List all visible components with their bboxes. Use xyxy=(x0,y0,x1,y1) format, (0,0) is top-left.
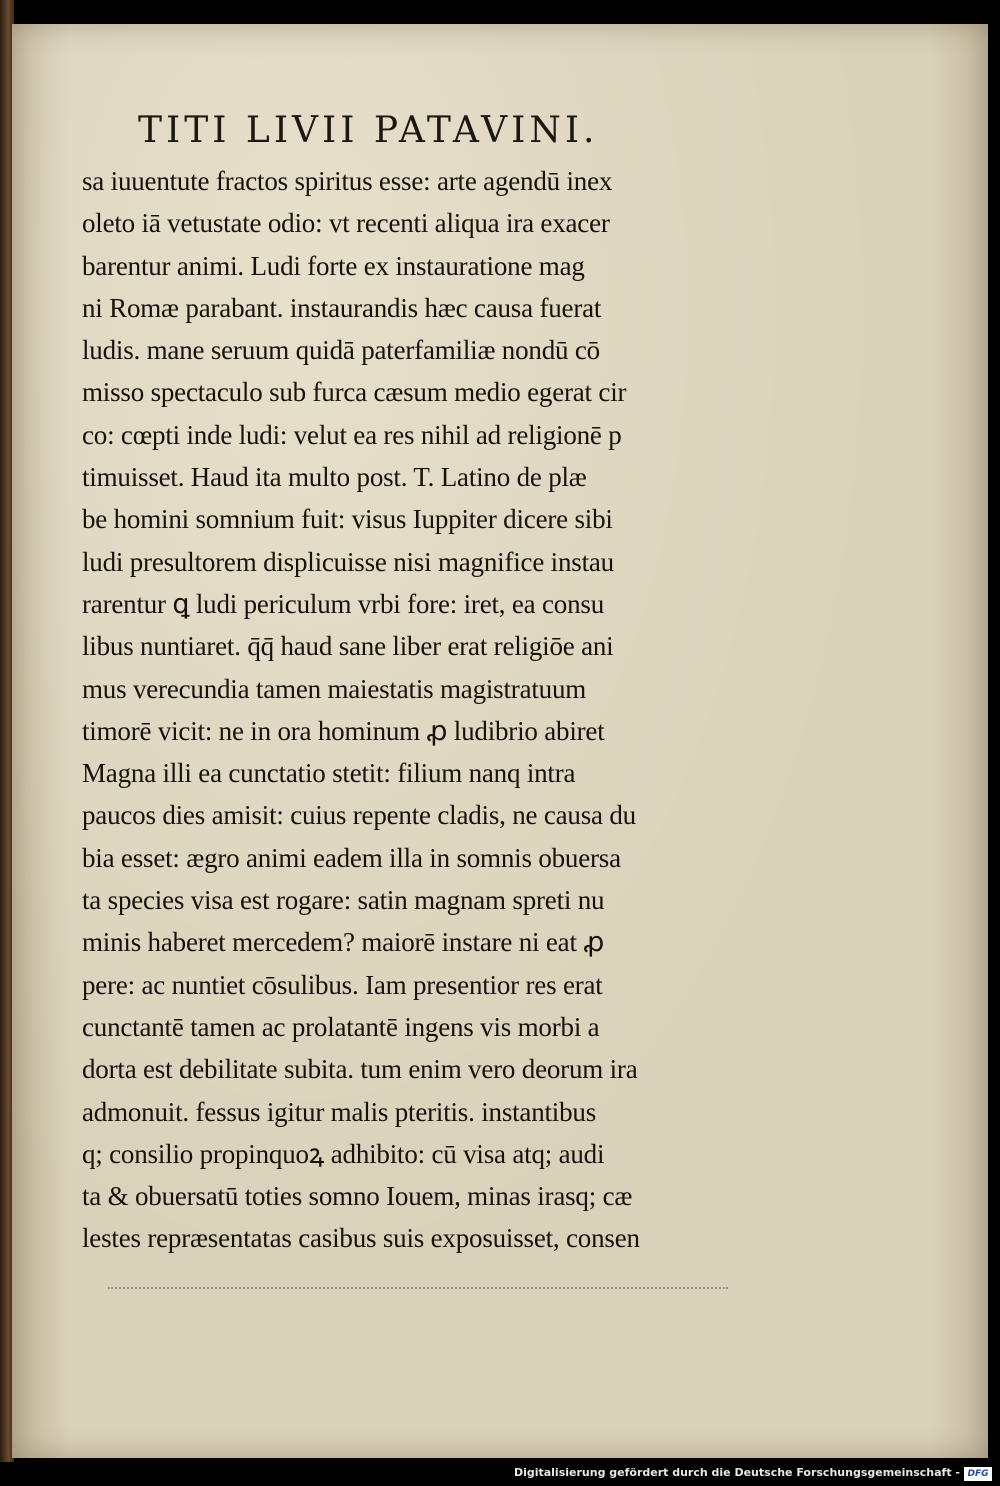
text-block xyxy=(82,160,742,1260)
text-line: ni Romæ parabant. instaurandis hæc causa fuerat xyxy=(82,292,602,323)
text-line: pere: ac nuntiet cōsulibus. Iam presentior res erat xyxy=(82,969,603,1000)
text-line: bia esset: ægro animi eadem illa in somnis obuersa xyxy=(82,842,621,873)
text-line: cunctantē tamen ac prolatantē ingens vis morbi a xyxy=(82,1011,600,1042)
text-line: barentur animi. Ludi forte ex instauratione mag xyxy=(82,250,585,281)
text-line: paucos dies amisit: cuius repente cladis, ne causa du xyxy=(82,800,636,831)
show-through-marks xyxy=(108,1287,728,1295)
running-head: TITI LIVII PATAVINI. xyxy=(138,110,599,151)
text-line: ta species visa est rogare: satin magnam spreti nu xyxy=(82,885,605,916)
text-line: q; consilio propinquoꝝ adhibito: cū visa atq; audi xyxy=(82,1138,605,1169)
text-line: lestes repræsentatas casibus suis exposuisset, consen xyxy=(82,1223,640,1254)
text-line: minis haberet mercedem? maiorē instare ni eat ꝓ xyxy=(82,927,605,958)
text-line: sa iuuentute fractos spiritus esse: arte agendū inex xyxy=(82,166,613,196)
text-line: timuisset. Haud ita multo post. T. Latino de plæ xyxy=(82,462,587,493)
text-line: libus nuntiaret. q̄q̄ haud sane liber erat religiōe ani xyxy=(82,631,614,662)
text-line: be homini somnium fuit: visus Iuppiter dicere sibi xyxy=(82,504,613,535)
text-line: rarentur ꝗ ludi periculum vrbi fore: iret, ea consu xyxy=(82,588,604,619)
text-line: mus verecundia tamen maiestatis magistratuum xyxy=(82,673,587,704)
text-line: ta & obuersatū toties somno Iouem, minas irasq; cæ xyxy=(82,1181,633,1212)
dfg-logo-icon: DFG xyxy=(964,1467,992,1481)
text-line: admonuit. fessus igitur malis pteritis. instantibus xyxy=(82,1096,597,1127)
text-line: co: cœpti inde ludi: velut ea res nihil ad religionē p xyxy=(82,419,622,450)
text-line: Magna illi ea cunctatio stetit: filium nanq intra xyxy=(82,758,576,789)
text-line: oleto iā vetustate odio: vt recenti aliqua ira exacer xyxy=(82,208,610,239)
text-line: misso spectaculo sub furca cæsum medio egerat cir xyxy=(82,377,627,408)
text-line: ludis. mane seruum quidā paterfamiliæ nondū cō xyxy=(82,335,600,366)
text-line: ludi presultorem displicuisse nisi magnifice instau xyxy=(82,546,614,577)
digitization-credit: Digitalisierung gefördert durch die Deutsche Forschungsgemeinschaft - xyxy=(513,1466,960,1479)
text-line: dorta est debilitate subita. tum enim vero deorum ira xyxy=(82,1054,638,1085)
text-line: timorē vicit: ne in ora hominum ꝓ ludibrio abiret xyxy=(82,715,605,746)
